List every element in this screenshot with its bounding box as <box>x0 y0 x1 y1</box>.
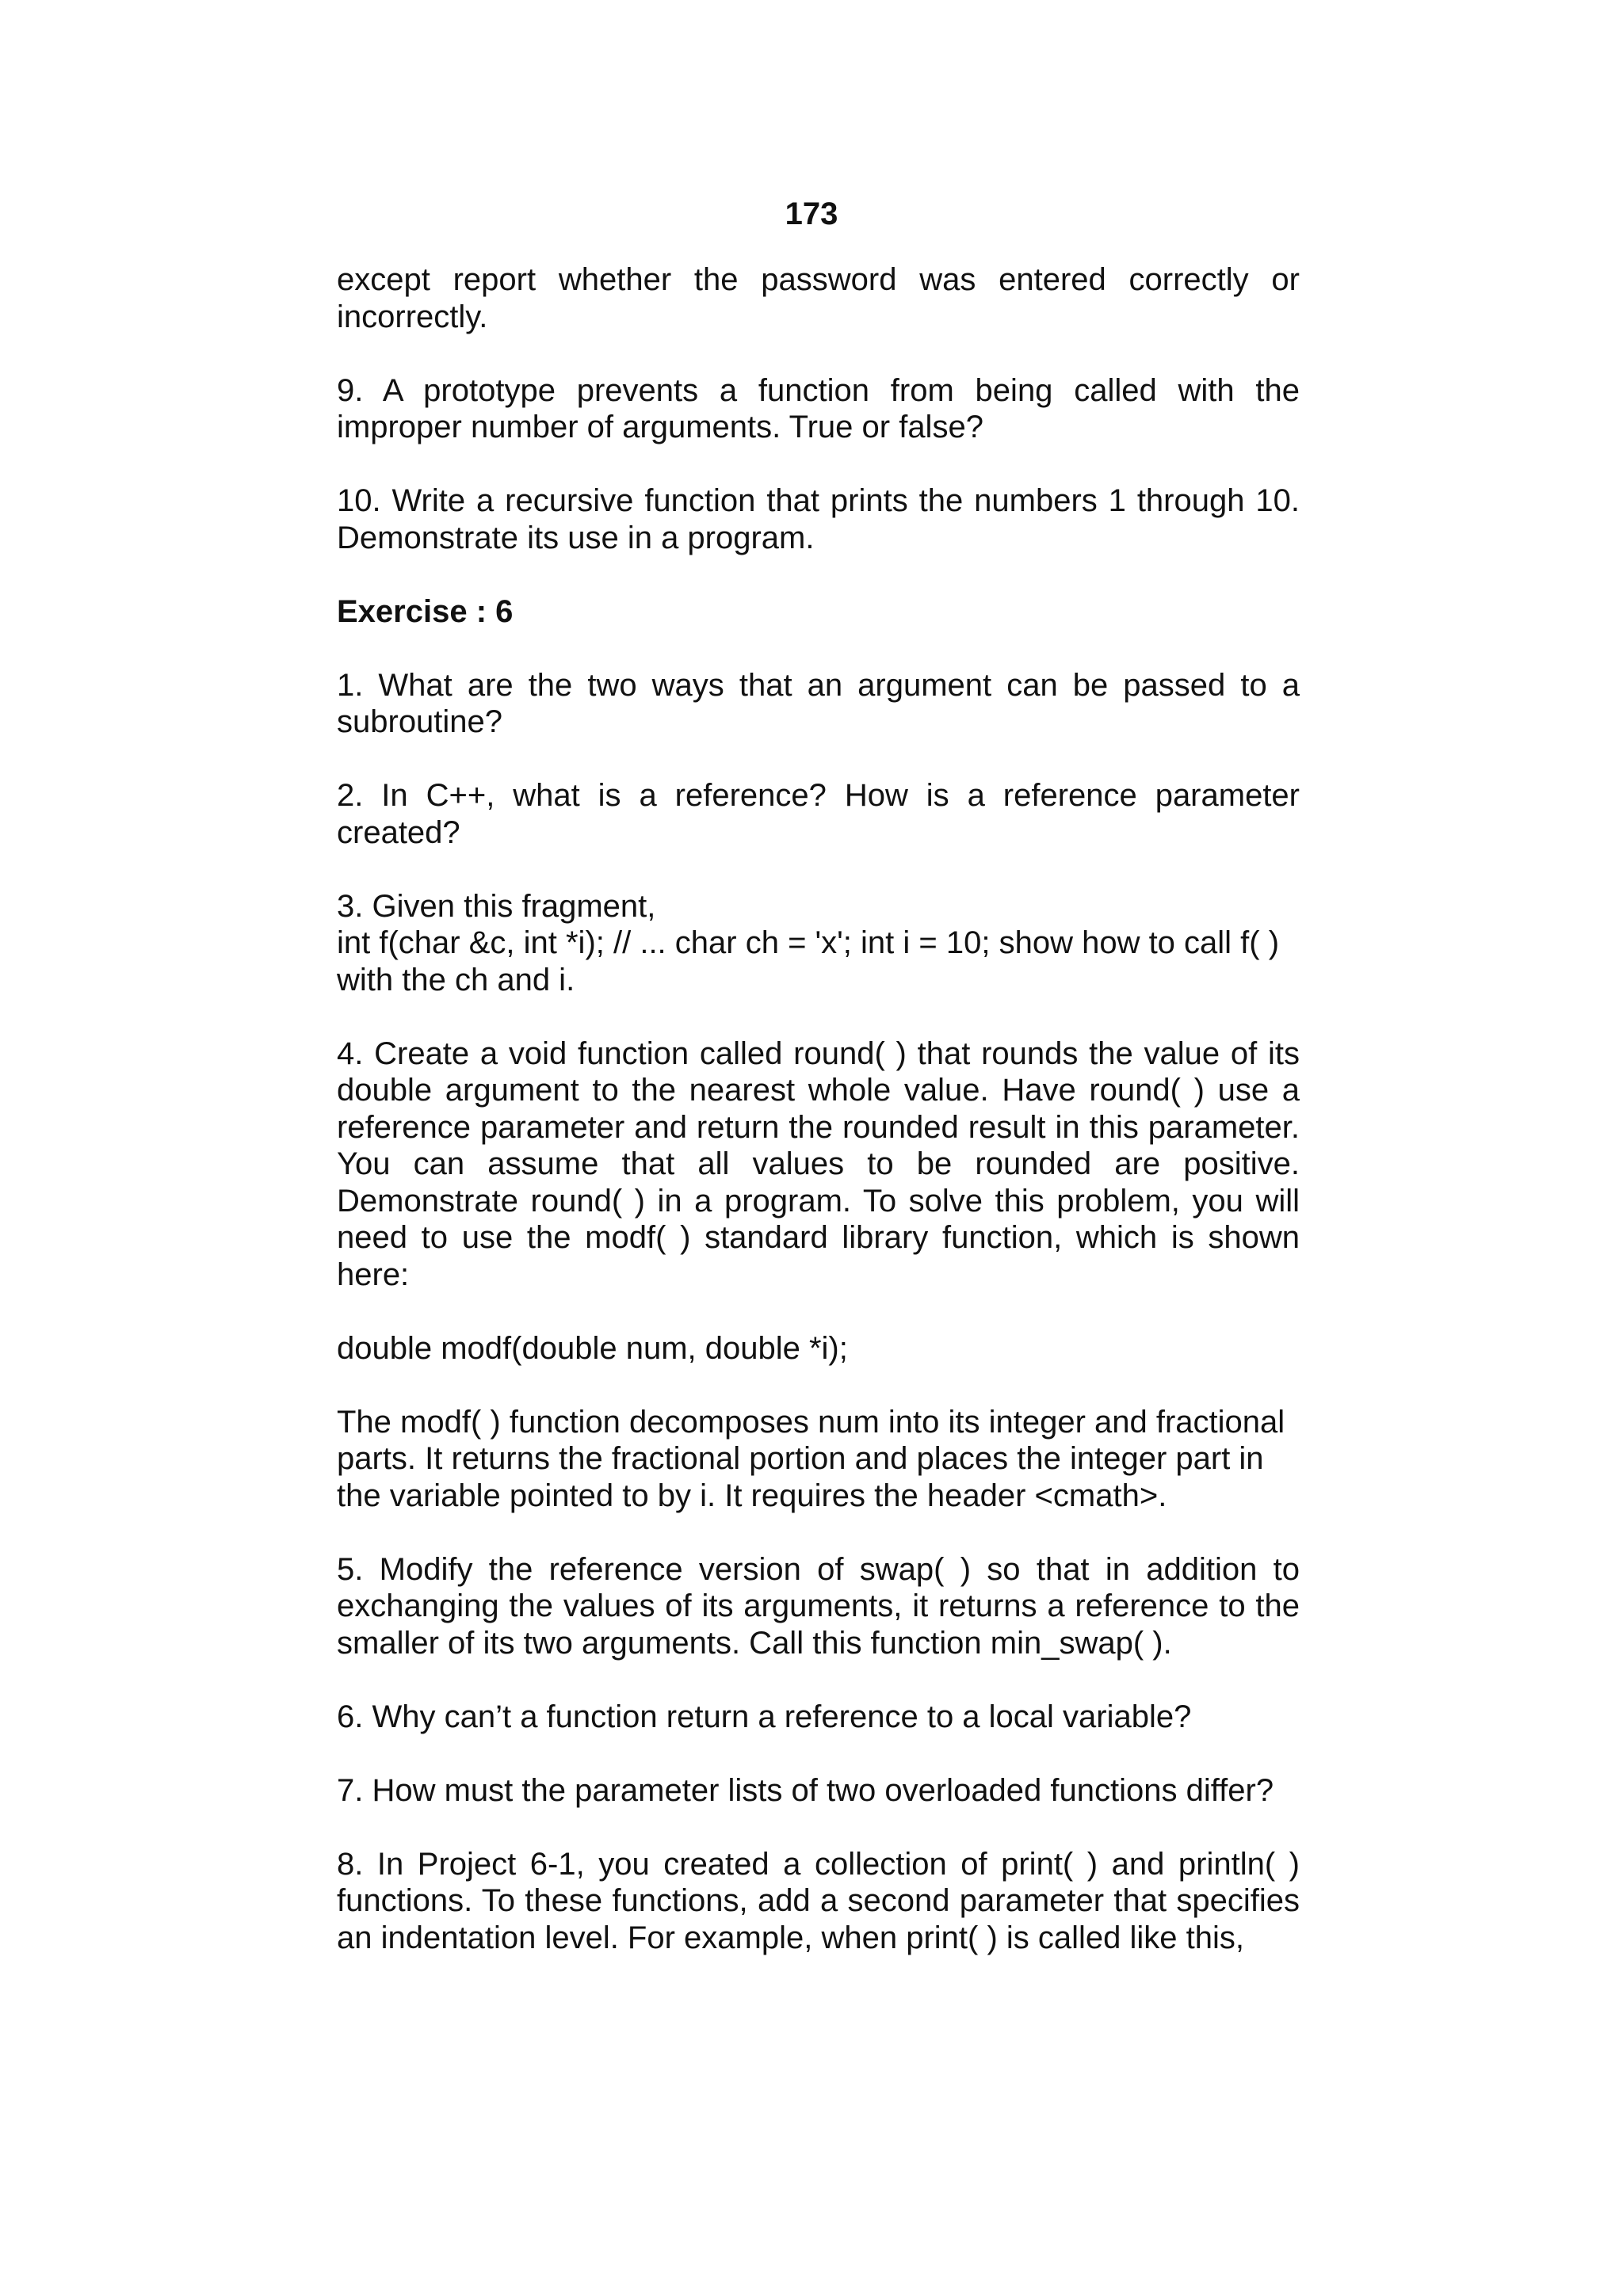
exercise-question-6: 6. Why can’t a function return a reference to a local variable? <box>337 1699 1192 1734</box>
question-10: 10. Write a recursive function that prints the numbers 1 through 10. Demonstrate its use in a program. <box>337 483 1300 555</box>
page-number: 173 <box>785 196 838 231</box>
exercise-question-2: 2. In C++, what is a reference? How is a reference parameter created? <box>337 778 1300 850</box>
exercise-question-8: 8. In Project 6-1, you created a collection of print( ) and println( ) functions. To these functions, add a second parameter that specifies an indentation level. For example, when print( ) is called like this, <box>337 1846 1300 1955</box>
exercise-question-1: 1. What are the two ways that an argument can be passed to a subroutine? <box>337 667 1300 739</box>
question-3-intro: 3. Given this fragment, <box>337 888 656 924</box>
modf-description: The modf( ) function decomposes num into its integer and fractional parts. It returns the fractional portion and places the integer part in the variable pointed to by i. It requires the header <cmath>. <box>337 1404 1285 1513</box>
exercise-question-5: 5. Modify the reference version of swap( ) so that in addition to exchanging the values of its arguments, it returns a reference to the smaller of its two arguments. Call this function min_swap( ). <box>337 1551 1300 1661</box>
exercise-heading: Exercise : 6 <box>337 593 514 629</box>
question-3-code: int f(char &c, int *i); // ... char ch = 'x'; int i = 10; show how to call f( ) with the ch and i. <box>337 925 1280 997</box>
exercise-question-7: 7. How must the parameter lists of two overloaded functions differ? <box>337 1772 1274 1808</box>
paragraph-password-note: except report whether the password was entered correctly or incorrectly. <box>337 262 1300 334</box>
question-9: 9. A prototype prevents a function from being called with the improper number of arguments. True or false? <box>337 372 1300 444</box>
exercise-question-4: 4. Create a void function called round( ) that rounds the value of its double argument to the nearest whole value. Have round( ) use a reference parameter and return the rounded result in this parameter. You can assume that all values to be rounded are positive. Demonstrate round( ) in a program. To solve this problem, you will need to use the modf( ) standard library function, which is shown here: <box>337 1035 1300 1292</box>
modf-prototype: double modf(double num, double *i); <box>337 1330 848 1366</box>
exercise-question-3 <box>337 888 1300 999</box>
page-body <box>337 261 1300 1993</box>
